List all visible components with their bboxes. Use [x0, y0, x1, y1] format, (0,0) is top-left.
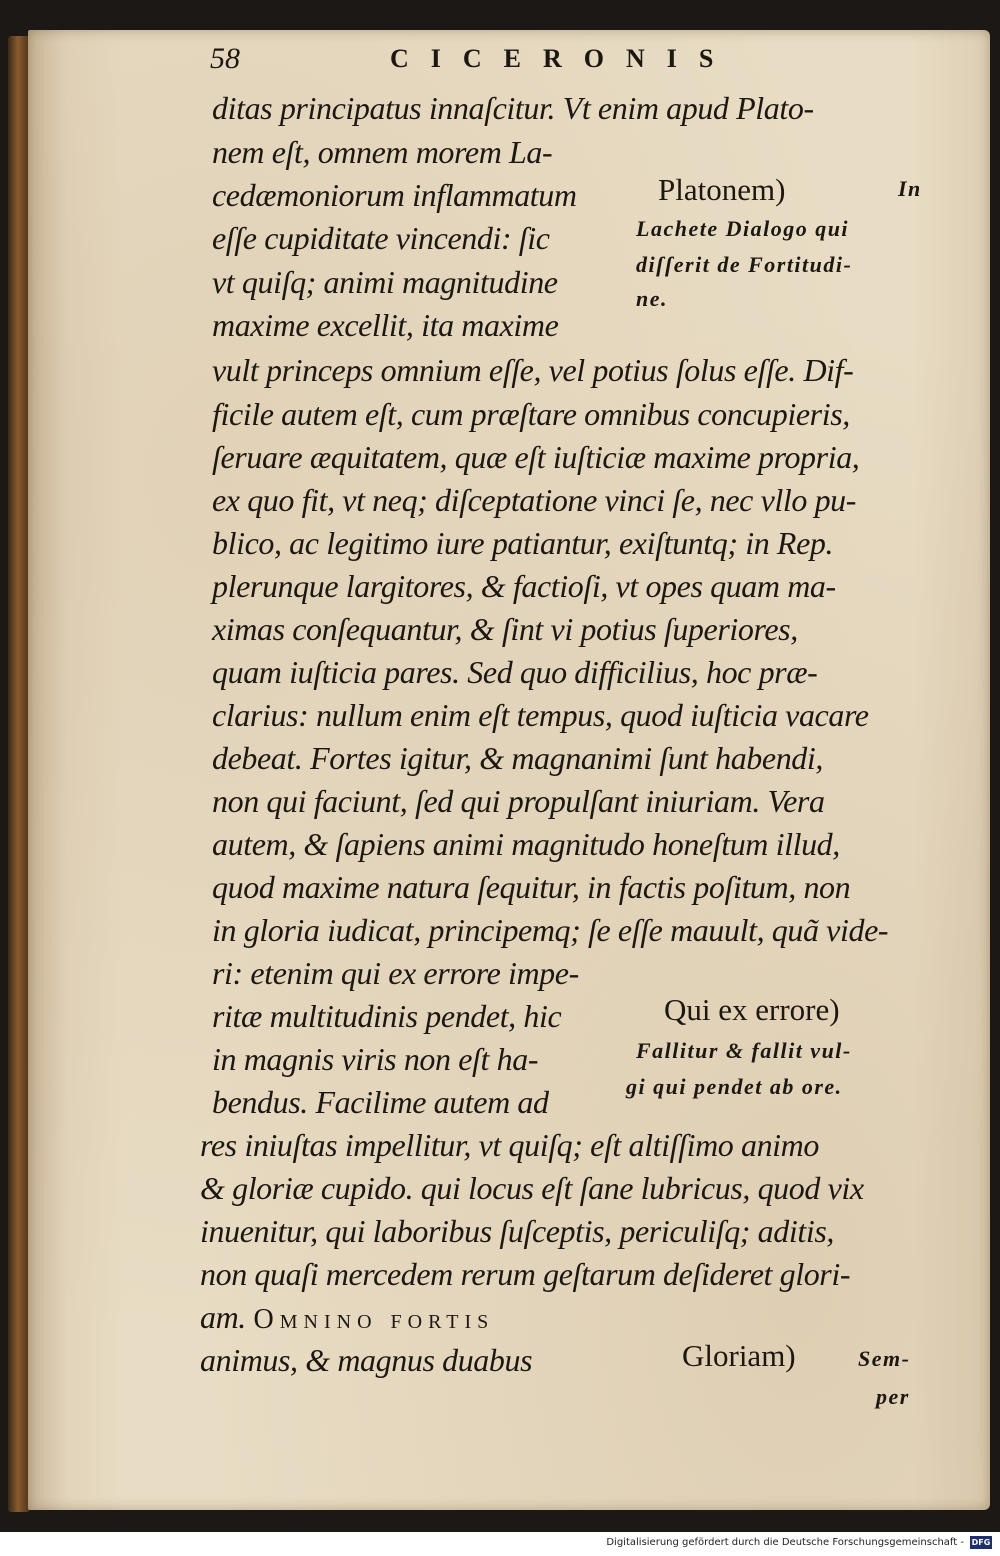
gloss-note-line: gi qui pendet ab ore.: [626, 1074, 843, 1099]
gloss-lemma: Qui ex errore): [664, 992, 840, 1027]
text-line: vt quiſq; animi magnitudine: [212, 264, 558, 300]
text-line: nem eſt, omnem morem La-: [212, 134, 553, 170]
text-line: ximas conſequantur, & ſint vi potius ſuperiores,: [212, 611, 798, 647]
text-line: ex quo fit, vt neq; diſceptatione vinci ſe, nec vllo pu-: [212, 482, 857, 518]
gloss-note-line: per: [876, 1384, 910, 1409]
text-line: non quaſi mercedem rerum geſtarum deſideret glori-: [200, 1256, 851, 1292]
text-line: quam iuſticia pares. Sed quo difficilius, hoc præ-: [212, 654, 818, 690]
funding-credit: Digitalisierung gefördert durch die Deutsche Forschungsgemeinschaft -: [606, 1537, 964, 1548]
text-line: debeat. Fortes igitur, & magnanimi ſunt habendi,: [212, 740, 823, 776]
text-line: inuenitur, qui laboribus ſuſceptis, periculiſq; aditis,: [200, 1213, 834, 1249]
gloss-note-line: Fallitur & fallit vul-: [636, 1038, 852, 1063]
text-line: ficile autem eſt, cum præſtare omnibus concupieris,: [212, 396, 850, 432]
page-number: 58: [210, 42, 240, 75]
section-opening-smallcaps: Omnino fortis: [253, 1304, 495, 1335]
gloss-lemma: Platonem): [658, 172, 786, 207]
text-line: ri: etenim qui ex errore impe-: [212, 955, 579, 991]
text-line: plerunque largitores, & factioſi, vt opes quam ma-: [212, 568, 836, 604]
book-spine-edge: [8, 36, 30, 1512]
text-line: vult princeps omnium eſſe, vel potius ſolus eſſe. Dif-: [212, 352, 854, 388]
text-line: ritæ multitudinis pendet, hic: [212, 998, 562, 1034]
text-line: non qui faciunt, ſed qui propulſant iniuriam. Vera: [212, 783, 825, 819]
text-line: [200, 1297, 494, 1340]
text-line: in magnis viris non eſt ha-: [212, 1041, 539, 1077]
gloss-lemma: Gloriam): [682, 1338, 796, 1373]
text-line: cedæmoniorum inflammatum: [212, 177, 577, 213]
dfg-logo: DFG: [971, 1538, 991, 1547]
text-line: eſſe cupiditate vincendi: ſic: [212, 220, 550, 256]
gloss-note-line: ne.: [636, 286, 668, 311]
text-line: ditas principatus innaſcitur. Vt enim apud Plato-: [212, 90, 814, 126]
text-line: & gloriæ cupido. qui locus eſt ſane lubricus, quod vix: [200, 1170, 864, 1206]
text-line: bendus. Facilime autem ad: [212, 1084, 549, 1120]
text-line: blico, ac legitimo iure patiantur, exiſtuntq; in Rep.: [212, 525, 834, 561]
gloss-note-line: diſſerit de Fortitudi-: [636, 252, 853, 277]
text-segment: am.: [200, 1299, 246, 1335]
text-line: res iniuſtas impellitur, vt quiſq; eſt altiſſimo animo: [200, 1127, 819, 1163]
text-line: ſeruare æquitatem, quæ eſt iuſticiæ maxime propria,: [212, 439, 860, 475]
gloss-note-line: Lachete Dialogo qui: [636, 216, 850, 241]
gloss-note-line: Sem-: [858, 1346, 911, 1371]
running-title: CICERONIS: [390, 44, 736, 73]
text-line: autem, & ſapiens animi magnitudo honeſtum illud,: [212, 826, 840, 862]
text-line: quod maxime natura ſequitur, in factis poſitum, non: [212, 869, 851, 905]
gloss-note-line: In: [898, 176, 922, 201]
text-line: maxime excellit, ita maxime: [212, 307, 559, 343]
text-line: in gloria iudicat, principemq; ſe eſſe mauult, quã vide-: [212, 912, 889, 948]
text-line: animus, & magnus duabus: [200, 1342, 533, 1378]
text-line: clarius: nullum enim eſt tempus, quod iuſticia vacare: [212, 697, 869, 733]
